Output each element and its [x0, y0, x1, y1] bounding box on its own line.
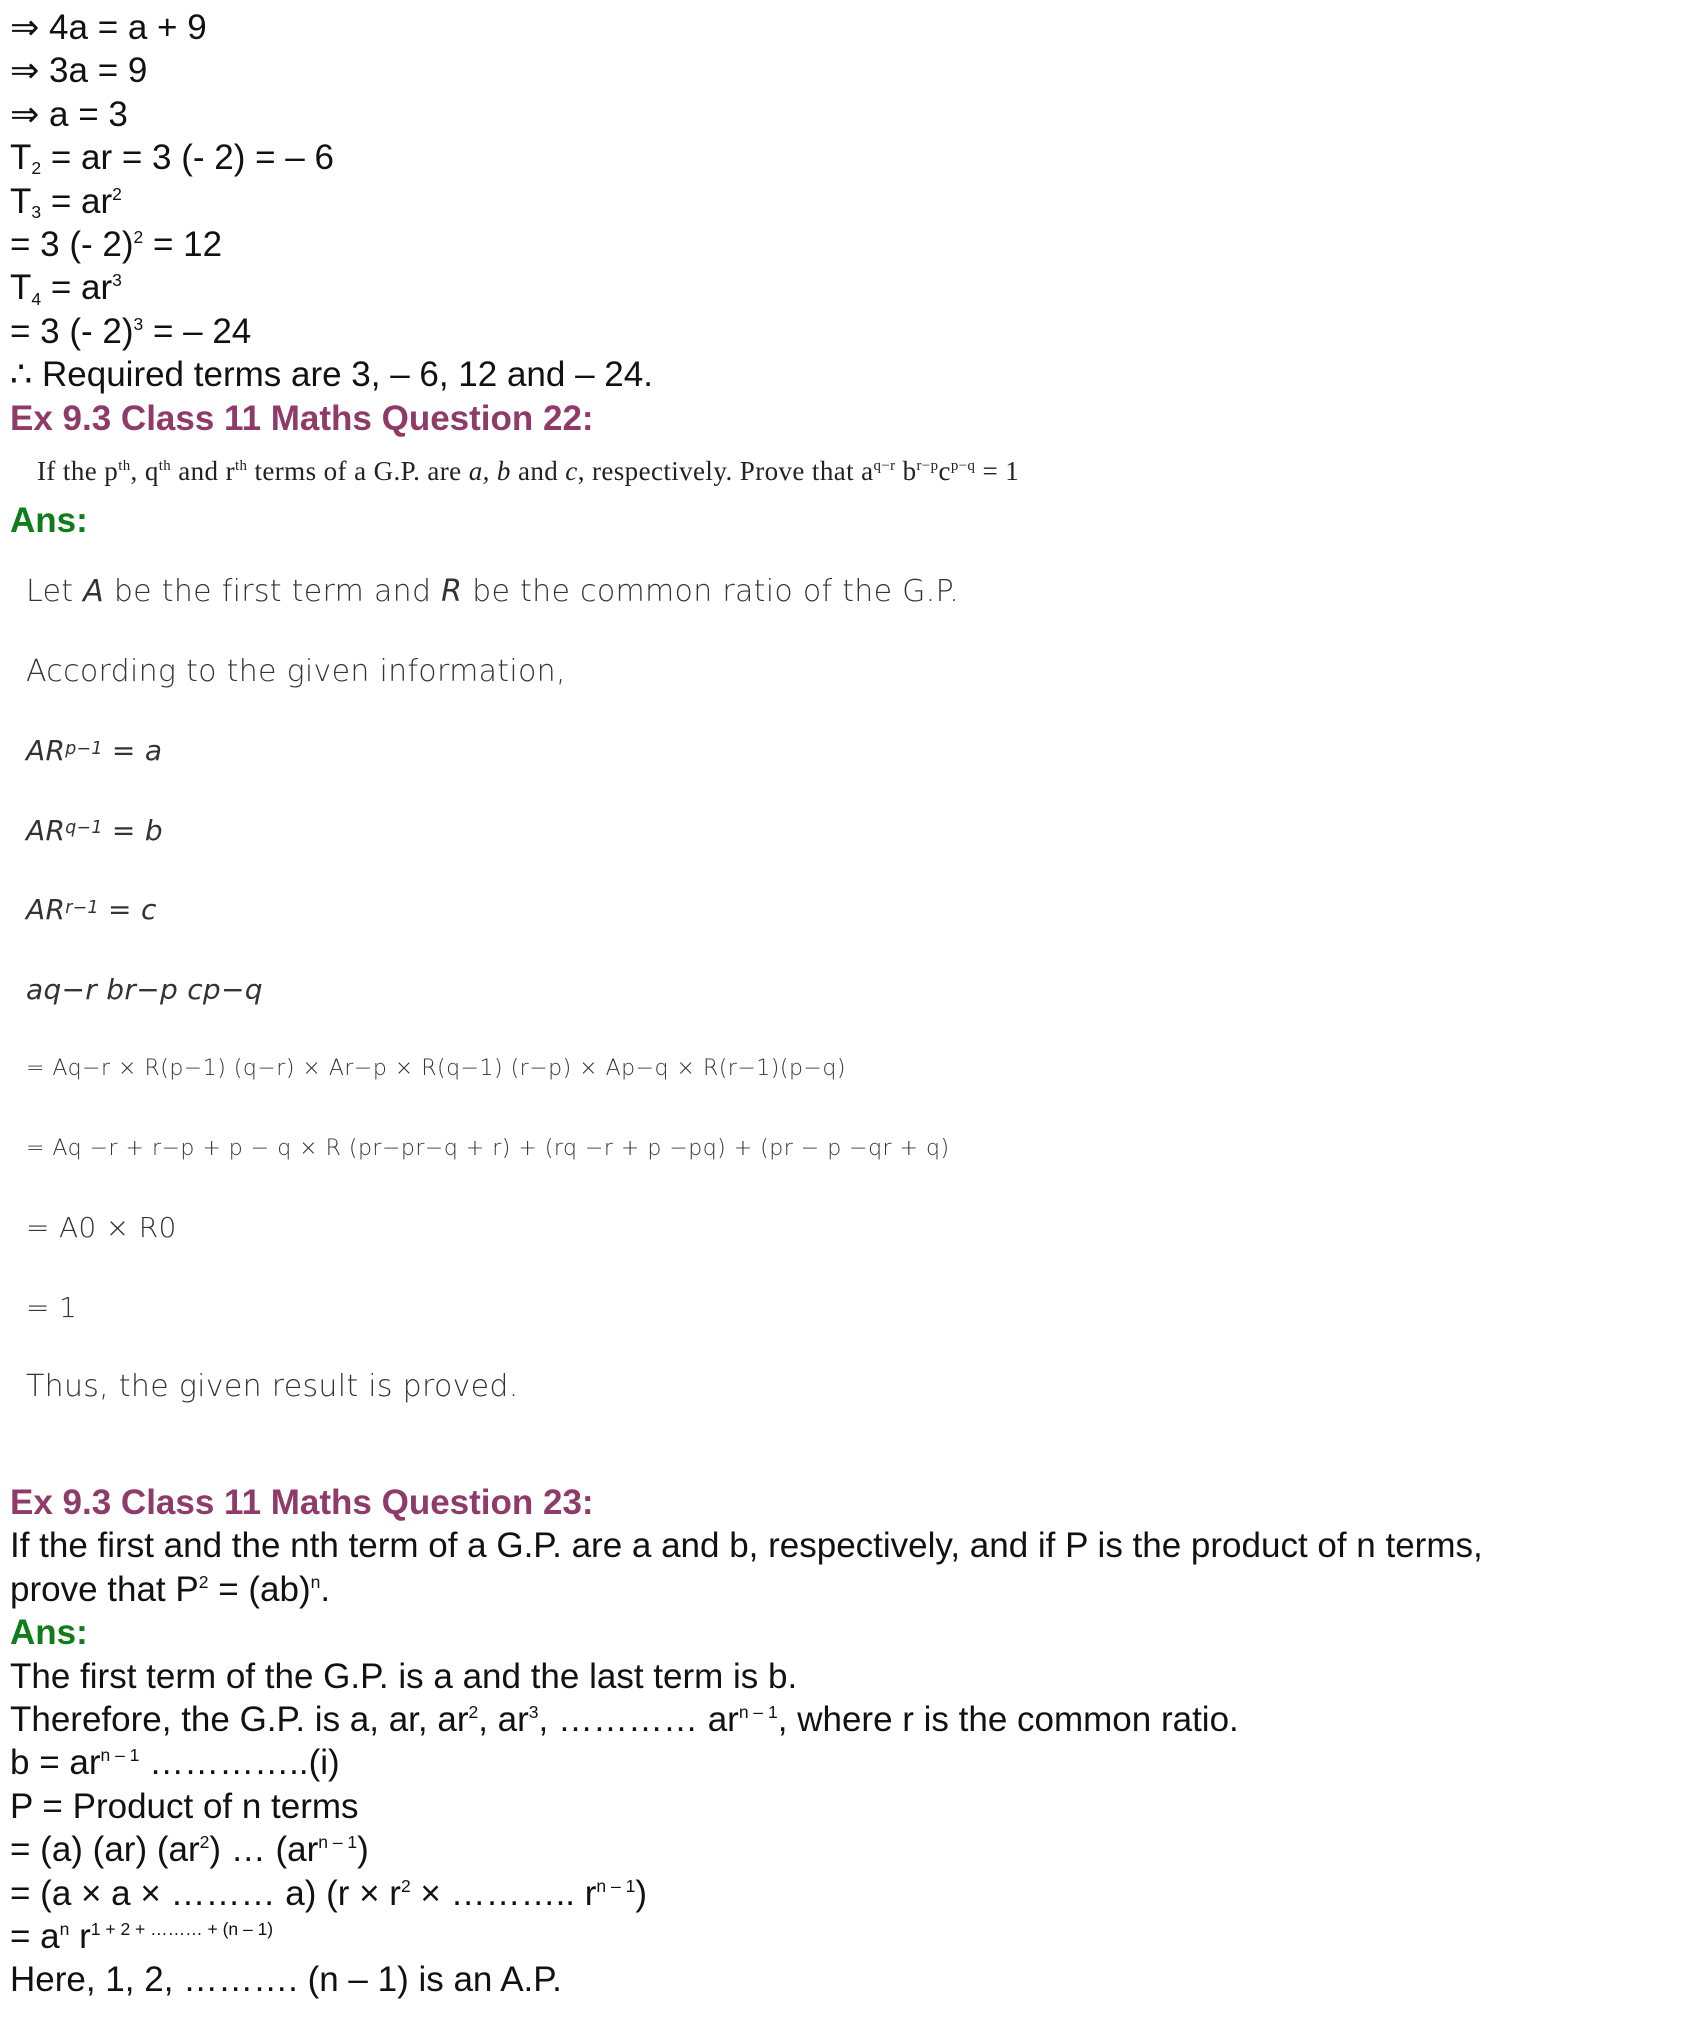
eq-text: AR [26, 734, 66, 768]
t3-value-sup: 2 [133, 226, 144, 247]
a-sup: n – 1 [596, 1875, 636, 1896]
a-text: = (a × a × ……… a) (r × r [10, 1873, 401, 1913]
solution-22-block [26, 542, 1690, 1447]
question-23-line-2 [10, 1568, 1690, 1611]
t3-base: T [10, 181, 32, 221]
a-text: r [69, 1917, 91, 1957]
equation-line: = Aq−r × R(p−1) (q−r) × Ar−p × R(q−1) (r−p) × Ap−q × R(r−1)(p−q) [26, 1056, 846, 1082]
a-text: Therefore, the G.P. is a, ar, ar [10, 1700, 469, 1739]
question-22-heading: Ex 9.3 Class 11 Maths Question 22: [10, 398, 594, 438]
t2-base: T [10, 138, 32, 178]
a-text: = (a) (ar) (ar [10, 1830, 200, 1870]
equation-line: = A0 × R0 [26, 1211, 177, 1245]
q22-sup: th [158, 457, 172, 474]
t3-line [10, 180, 1690, 223]
a-sup: 3 [528, 1701, 539, 1722]
eq-sup: p−1 [65, 738, 103, 759]
q22-vars: a, b [468, 456, 511, 487]
eq-text: AR [26, 893, 66, 927]
q22-text: If the [37, 456, 105, 487]
a-text: b = ar [10, 1743, 101, 1783]
q23-sup: n [310, 1571, 321, 1592]
text-line: ⇒ 3a = 9 [10, 51, 148, 91]
t4-value-post: = – 24 [143, 311, 252, 351]
a-text: , where r is the common ratio. [777, 1700, 1239, 1739]
t4-sup: 3 [112, 270, 122, 291]
answer-line [10, 1698, 1690, 1741]
t3-rest: = ar [41, 181, 113, 221]
q22-var-c: c [565, 456, 578, 487]
answer-label: Ans: [10, 1613, 88, 1653]
eq-text: = b [102, 813, 163, 847]
a-sup: n [59, 1918, 70, 1939]
equation-line: aq−r br−p cp−q [26, 972, 263, 1006]
t3-sup: 2 [112, 183, 122, 204]
q22-text: p [104, 456, 119, 487]
q23-sup: 2 [198, 1571, 209, 1592]
spacer [10, 1447, 1690, 1481]
a-text: ) [357, 1830, 369, 1870]
equation-line [26, 811, 1690, 891]
conclusion-line: ∴ Required terms are 3, – 6, 12 and – 24. [10, 355, 653, 395]
t4-base: T [10, 268, 32, 308]
a-text: = a [10, 1917, 60, 1957]
q22-text: c [938, 456, 951, 487]
answer-label: Ans: [10, 501, 88, 541]
sol-var: R [441, 574, 463, 610]
q22-sup: p−q [950, 457, 976, 474]
q22-sup: q−r [873, 457, 896, 474]
t4-sub: 4 [31, 288, 42, 309]
q22-text: and [510, 456, 566, 487]
q22-text: terms of a G.P. are [247, 456, 469, 487]
a-sup: n – 1 [318, 1832, 358, 1853]
solution-line: Thus, the given result is proved. [26, 1369, 519, 1405]
question-23-line-1: If the first and the nth term of a G.P. are a and b, respectively, and if P is the product of n terms, [10, 1526, 1483, 1566]
q22-text: , q [130, 456, 159, 487]
solution-line [26, 572, 1690, 652]
a-text: , ………… ar [538, 1700, 739, 1739]
equation-line: = 1 [26, 1290, 78, 1324]
q22-sup: th [235, 457, 248, 474]
eq-text: = a [102, 734, 163, 768]
a-text: × ……….. r [410, 1873, 597, 1913]
sol-text: be the first term and [103, 574, 442, 610]
q22-text: , respectively. Prove that a [577, 456, 874, 487]
q23-text: . [320, 1569, 331, 1609]
text-line: ⇒ a = 3 [10, 94, 128, 134]
a-text: , ar [478, 1700, 529, 1739]
q22-sup: r−p [916, 457, 939, 474]
t2-line [10, 136, 1690, 179]
t3-value-line [10, 223, 1690, 266]
answer-line [10, 1828, 1690, 1871]
t4-rest: = ar [41, 268, 113, 308]
question-23-heading: Ex 9.3 Class 11 Maths Question 23: [10, 1482, 594, 1522]
a-sup: n – 1 [738, 1701, 778, 1722]
eq-sup: r−1 [65, 897, 99, 918]
sol-text: be the common ratio of the G.P. [462, 574, 960, 610]
equation-line [26, 890, 1690, 970]
q22-sup: th [118, 457, 131, 474]
q22-text: and r [171, 456, 235, 487]
q22-text: b [895, 456, 917, 487]
eq-sup: q−1 [65, 818, 103, 839]
a-sup: 2 [199, 1832, 210, 1853]
answer-line: P = Product of n terms [10, 1786, 359, 1826]
equation-line [26, 731, 1690, 811]
solution-line: According to the given information, [26, 653, 566, 689]
t3-sub: 3 [31, 201, 42, 222]
answer-line [10, 1872, 1690, 1915]
a-sup: 2 [468, 1701, 479, 1722]
q22-text: = 1 [975, 456, 1020, 487]
a-text: ) … (ar [209, 1830, 319, 1870]
t3-value-post: = 12 [143, 225, 223, 265]
t3-value-pre: = 3 (- 2) [10, 225, 134, 265]
t4-line [10, 266, 1690, 309]
q23-text: prove that P [10, 1569, 199, 1609]
answer-line [10, 1741, 1690, 1784]
t2-rest: = ar = 3 (- 2) = – 6 [41, 138, 334, 178]
a-sup: n – 1 [100, 1745, 140, 1766]
eq-text: = c [98, 893, 157, 927]
answer-line [10, 1915, 1690, 1958]
a-sup: 1 + 2 + ……… + (n – 1) [90, 1918, 274, 1939]
question-22-statement [37, 456, 1690, 487]
q23-text: = (ab) [208, 1569, 311, 1609]
sol-text: Let [26, 574, 84, 610]
a-text: ) [635, 1873, 647, 1913]
t4-value-line [10, 310, 1690, 353]
document-page [10, 6, 1690, 2002]
text-line: ⇒ 4a = a + 9 [10, 8, 207, 47]
equation-line: = Aq −r + r−p + p − q × R (pr−pr−q + r) + (rq −r + p −pq) + (pr − p −qr + q) [26, 1135, 950, 1161]
t4-value-pre: = 3 (- 2) [10, 311, 134, 351]
eq-text: AR [26, 813, 66, 847]
t4-value-sup: 3 [133, 313, 144, 334]
a-text: …………..(i) [139, 1743, 340, 1783]
answer-line: Here, 1, 2, ………. (n – 1) is an A.P. [10, 1960, 562, 2000]
a-sup: 2 [400, 1875, 411, 1896]
answer-line: The first term of the G.P. is a and the last term is b. [10, 1656, 798, 1696]
sol-var: A [83, 574, 104, 610]
t2-sub: 2 [31, 158, 42, 179]
